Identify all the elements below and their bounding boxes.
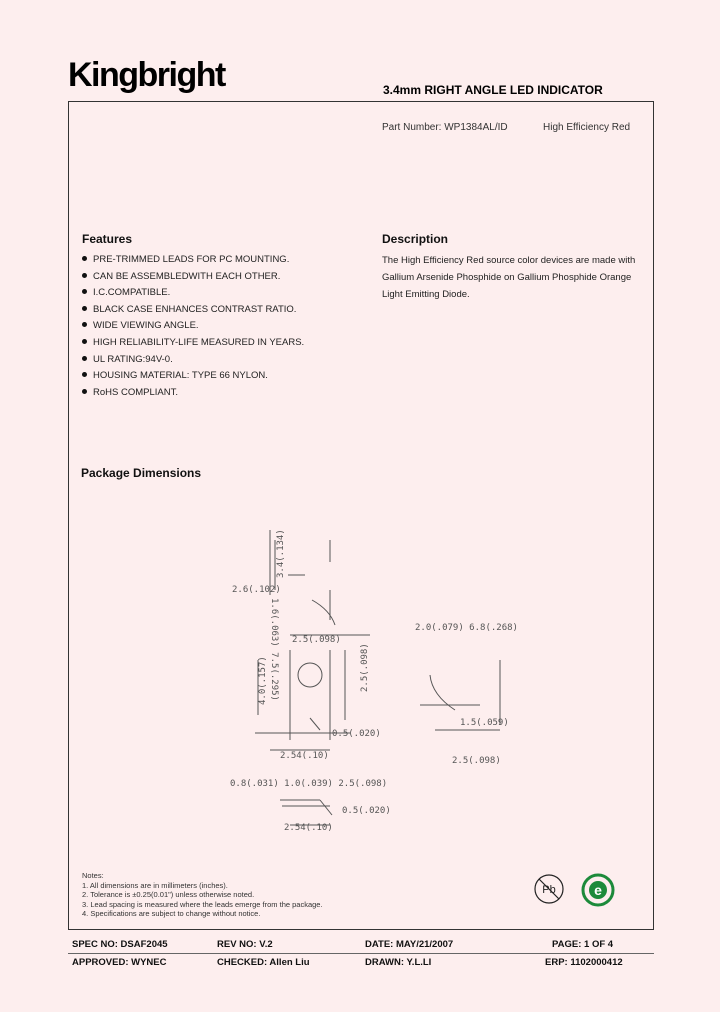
bullet-icon (82, 273, 87, 278)
bullet-icon (82, 339, 87, 344)
drawn-by: DRAWN: Y.L.LI (365, 957, 432, 968)
svg-text:4.0(.157): 4.0(.157) (258, 656, 268, 705)
svg-text:0.5(.020): 0.5(.020) (342, 806, 391, 816)
bullet-icon (82, 372, 87, 377)
feature-item: I.C.COMPATIBLE. (82, 285, 304, 302)
svg-text:1.5(.059): 1.5(.059) (460, 718, 509, 728)
notes-block (82, 871, 323, 919)
spec-number: SPEC NO: DSAF2045 (72, 939, 168, 950)
svg-text:2.5(.098): 2.5(.098) (292, 635, 341, 645)
svg-text:2.5(.098): 2.5(.098) (452, 756, 501, 766)
feature-item: RoHS COMPLIANT. (82, 385, 304, 402)
svg-text:1.6(.063) 7.5(.295): 1.6(.063) 7.5(.295) (269, 598, 279, 701)
svg-text:0.8(.031) 1.0(.039) 2.5(.098: 0.8(.031) 1.0(.039) 2.5(.098) (230, 779, 388, 789)
svg-text:0.5(.020): 0.5(.020) (332, 729, 381, 739)
package-heading: Package Dimensions (81, 466, 202, 480)
part-number: Part Number: WP1384AL/ID (382, 122, 508, 133)
svg-text:2.5(.098): 2.5(.098) (360, 643, 370, 692)
bullet-icon (82, 322, 87, 327)
svg-text:2.54(.10): 2.54(.10) (280, 751, 329, 761)
description-heading: Description (382, 232, 449, 246)
bullet-icon (82, 389, 87, 394)
svg-text:2.6(.102): 2.6(.102) (232, 585, 281, 595)
features-heading: Features (82, 232, 133, 246)
lead-free-icon (532, 872, 566, 906)
checked-by: CHECKED: Allen Liu (217, 957, 310, 968)
description-text: The High Efficiency Red source color devices are made with Gallium Arsenide Phosphide on Gallium Phosphide Orange Light Emitting Diode. (382, 255, 636, 300)
package-dimension-drawing (220, 500, 540, 840)
revision-number: REV NO: V.2 (217, 939, 273, 950)
approved-by: APPROVED: WYNEC (72, 957, 167, 968)
brand-logo: Kingbright (68, 56, 225, 94)
document-date: DATE: MAY/21/2007 (365, 939, 454, 950)
note-line: 2. Tolerance is ±0.25(0.01") unless otherwise noted. (82, 890, 255, 899)
emitting-color: High Efficiency Red (543, 122, 631, 133)
svg-text:Pb: Pb (542, 884, 556, 896)
page-indicator: PAGE: 1 OF 4 (552, 939, 614, 950)
document-title: 3.4mm RIGHT ANGLE LED INDICATOR (383, 83, 603, 97)
svg-text:2.0(.079) 6.8(.268): 2.0(.079) 6.8(.268) (415, 623, 518, 633)
rohs-icon (578, 872, 618, 908)
bullet-icon (82, 289, 87, 294)
feature-item: HOUSING MATERIAL: TYPE 66 NYLON. (82, 368, 304, 385)
feature-item: HIGH RELIABILITY-LIFE MEASURED IN YEARS. (82, 335, 304, 352)
footer-divider (68, 953, 654, 954)
bullet-icon (82, 356, 87, 361)
feature-item: CAN BE ASSEMBLEDWITH EACH OTHER. (82, 269, 304, 286)
svg-text:3.4(.134): 3.4(.134) (276, 529, 286, 578)
feature-item: BLACK CASE ENHANCES CONTRAST RATIO. (82, 302, 304, 319)
feature-item: WIDE VIEWING ANGLE. (82, 318, 304, 335)
svg-text:e: e (594, 882, 602, 898)
bullet-icon (82, 306, 87, 311)
erp-number: ERP: 1102000412 (545, 957, 623, 968)
svg-text:2.54(.10): 2.54(.10) (284, 823, 333, 833)
features-list (82, 252, 304, 401)
bullet-icon (82, 256, 87, 261)
notes-title: Notes: (82, 871, 104, 880)
note-line: 1. All dimensions are in millimeters (inches). (82, 880, 228, 890)
feature-item: PRE-TRIMMED LEADS FOR PC MOUNTING. (82, 252, 304, 269)
note-line: 4. Specifications are subject to change without notice. (82, 909, 261, 918)
feature-item: UL RATING:94V-0. (82, 352, 304, 369)
note-line: 3. Lead spacing is measured where the leads emerge from the package. (82, 899, 323, 909)
